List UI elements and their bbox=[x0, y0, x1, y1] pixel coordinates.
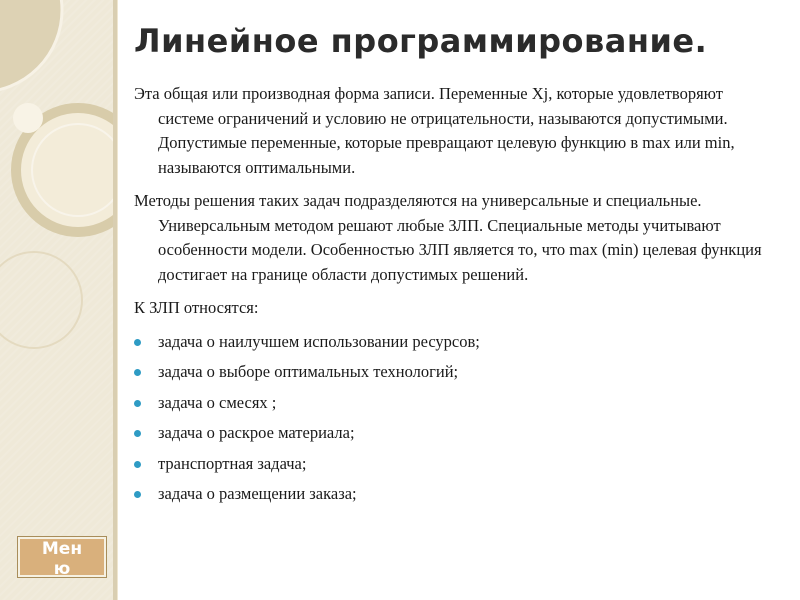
paragraph-methods: Методы решения таких задач подразделяются на универсальные и специальные. Универсальным методом решают любые ЗЛП. Специальные методы учитывают особенности модели. Особенностью ЗЛП является то, что max (min) целевая функция достигает на границе области допустимых решений. bbox=[134, 191, 762, 284]
bullet-icon bbox=[134, 339, 141, 346]
bullet-icon bbox=[134, 369, 141, 376]
list-item bbox=[134, 391, 774, 422]
decorative-side-band bbox=[0, 0, 113, 600]
slide-body bbox=[134, 82, 774, 513]
task-list bbox=[134, 330, 774, 513]
list-item-text: задача о смесях ; bbox=[158, 392, 277, 412]
paragraph-definition: Эта общая или производная форма записи. Переменные Xj, которые удовлетворяют системе ограничений и условию не отрицательности, называются допустимыми. Допустимые переменные, которые превращают целевую функцию в max или min, называются оптимальными. bbox=[134, 84, 735, 177]
list-item bbox=[134, 360, 774, 391]
band-border-highlight bbox=[117, 0, 118, 600]
list-item-text: задача о наилучшем использовании ресурсов; bbox=[158, 331, 480, 351]
paragraph-list-intro: К ЗЛП относятся: bbox=[134, 298, 259, 317]
list-item bbox=[134, 421, 774, 452]
list-item bbox=[134, 452, 774, 483]
bullet-icon bbox=[134, 430, 141, 437]
bullet-icon bbox=[134, 491, 141, 498]
decorative-circles-graphic bbox=[0, 0, 113, 600]
list-item-text: задача о раскрое материала; bbox=[158, 423, 355, 442]
list-item-text: транспортная задача; bbox=[158, 453, 307, 473]
bullet-icon bbox=[134, 400, 141, 407]
menu-button[interactable]: Меню bbox=[18, 537, 106, 577]
bullet-icon bbox=[134, 461, 141, 468]
list-item bbox=[134, 482, 774, 513]
list-item bbox=[134, 330, 774, 361]
slide-title: Линейное программирование. bbox=[134, 22, 708, 60]
list-item-text: задача о выборе оптимальных технологий; bbox=[158, 362, 459, 381]
list-item-text: задача о размещении заказа; bbox=[158, 484, 357, 503]
